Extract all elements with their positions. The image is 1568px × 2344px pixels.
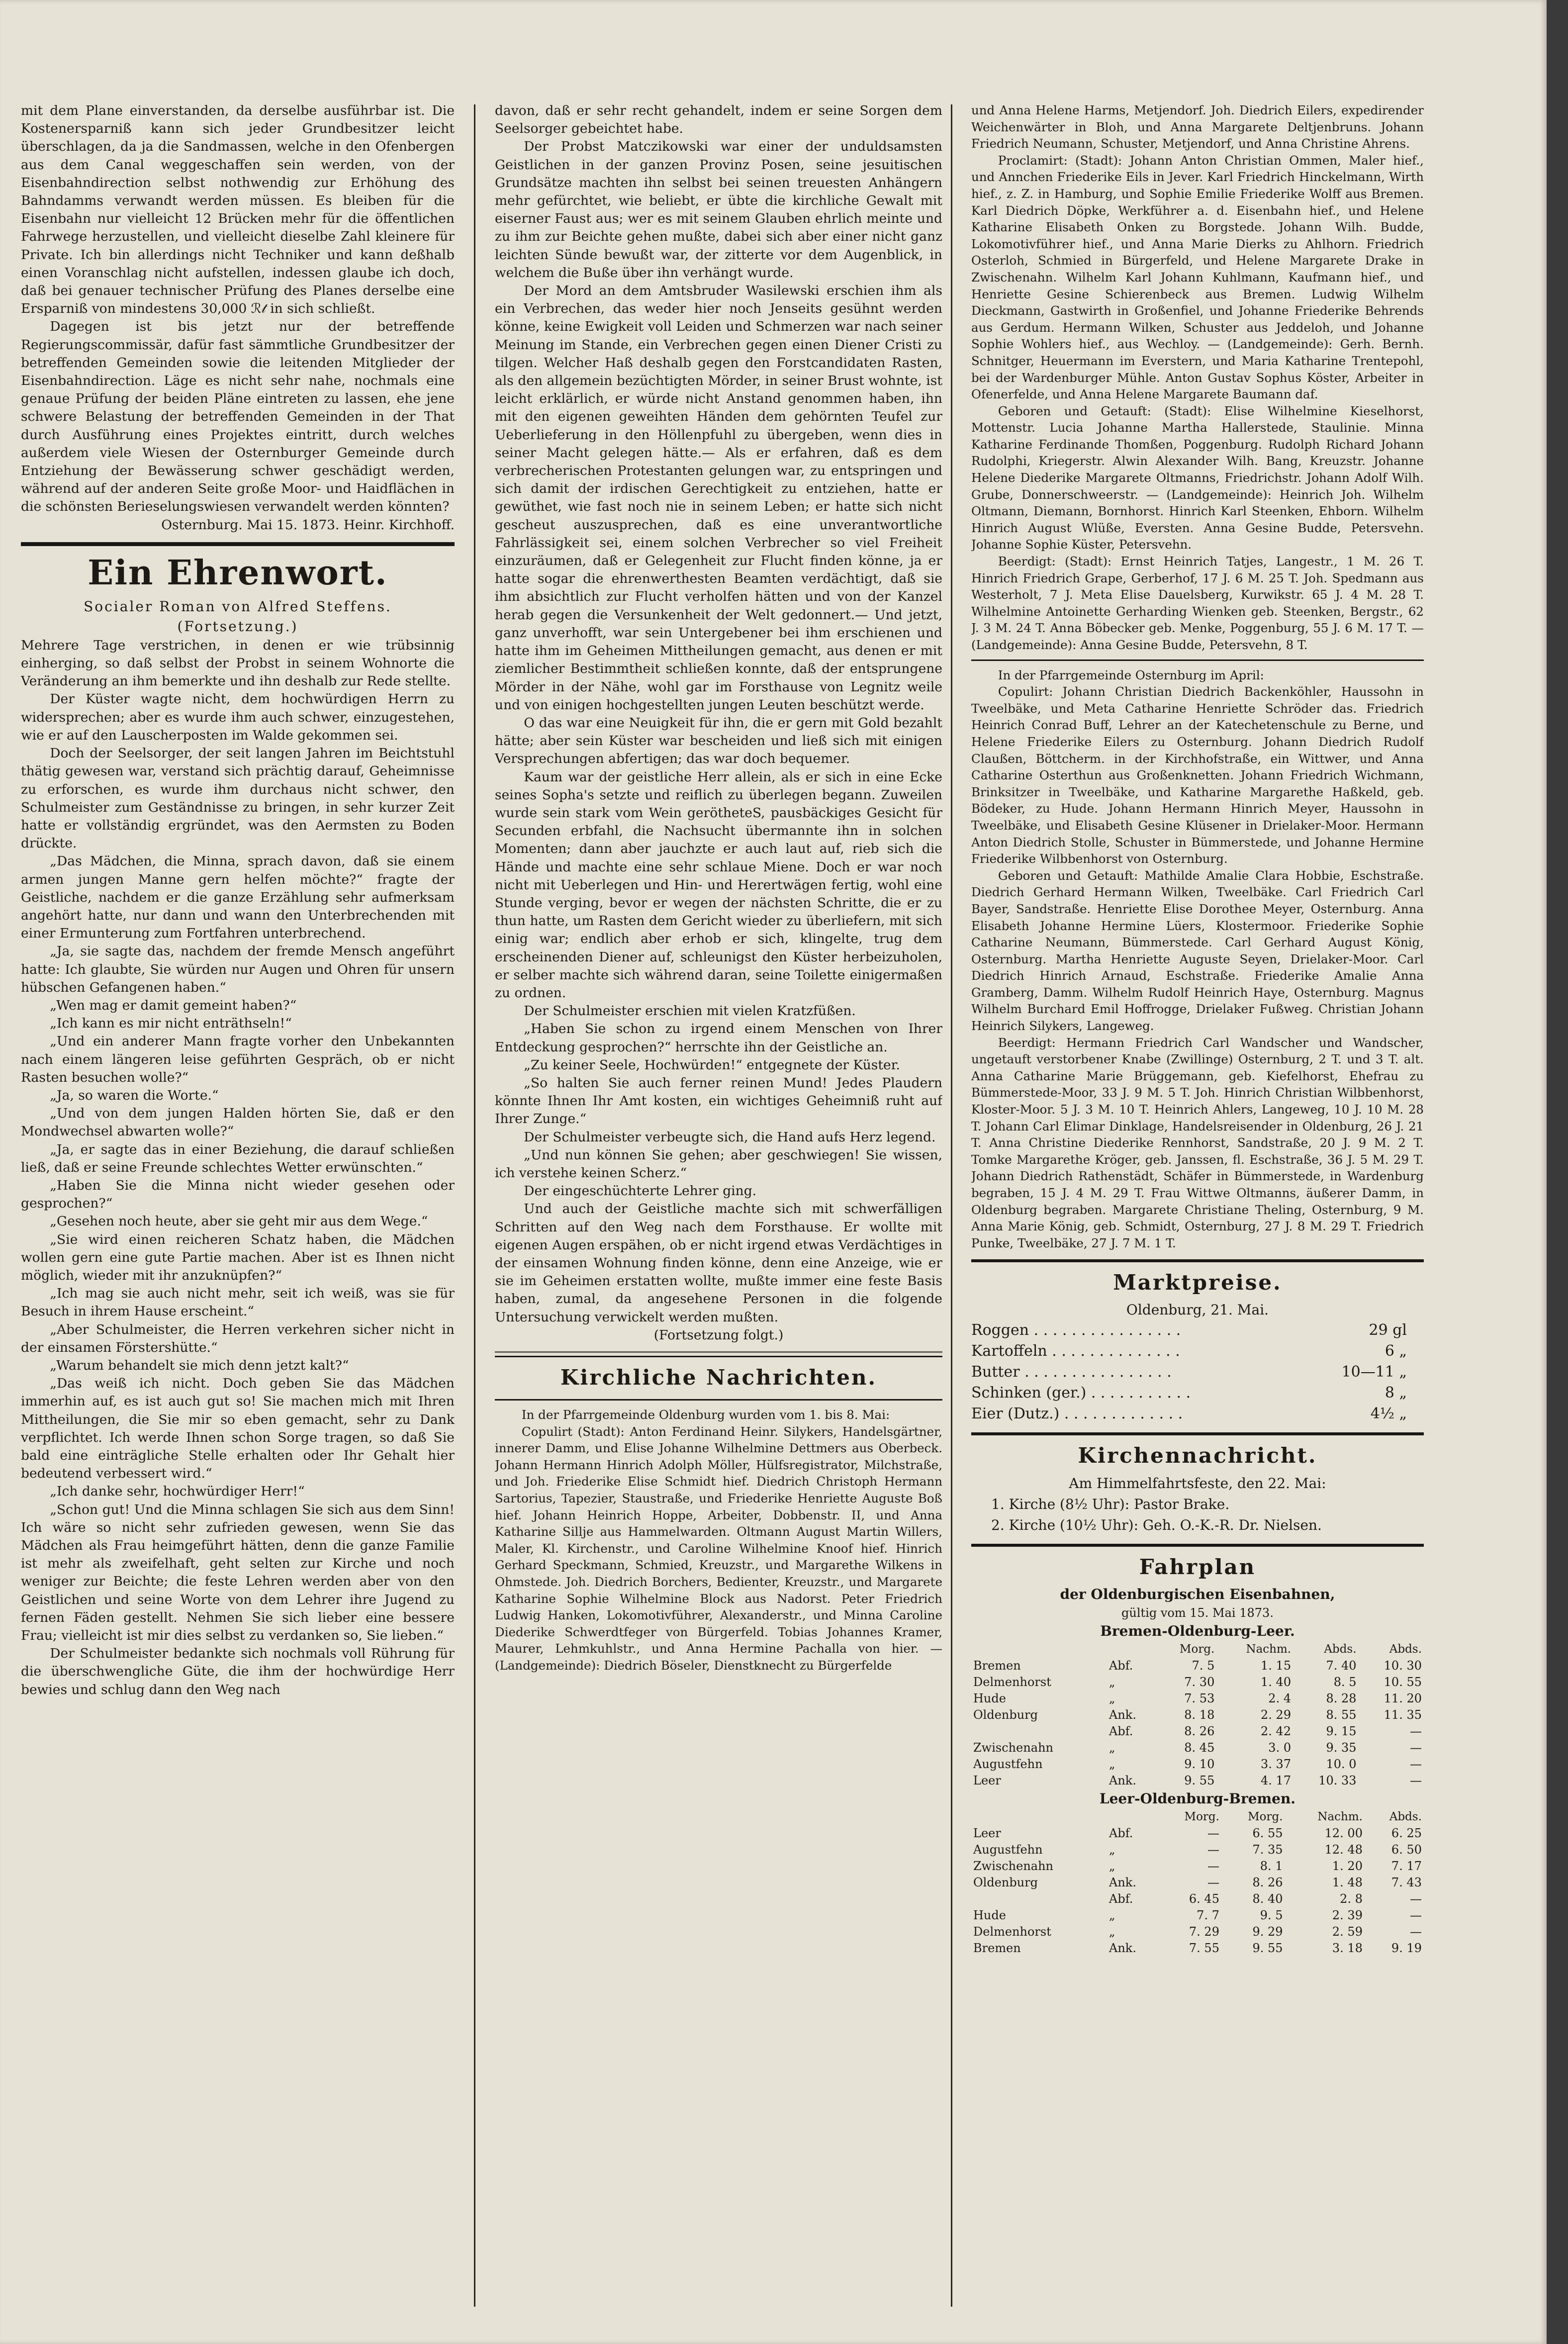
time: —	[1207, 1859, 1219, 1874]
route-1-table	[971, 1641, 1424, 1789]
osternburg-beerdigt: Beerdigt: Hermann Friedrich Carl Wandscher und Wandscher, ungetauft verstorbener Knabe (Zwillinge) Osternburg, 2 T. und 3 T. alt. Anna Catharine Marie Brüggemann, geb. Kiefelhorst, Ehefrau zu Bümmerstede-Moor, 33 J. 9 M. 5 T. Joh. Hinrich Christian Wilbbenhorst, Kloster-Moor. 5 J. 3 M. 10 T. Heinrich Ahlers, Langeweg, 10 J. 10 M. 28 T. Johann Carl Elimar Dinklage, Handelsreisender in Oldenburg, 26 J. 21 T. Anna Christine Diederike Rennhorst, Sandstraße, 20 J. 9 M. 2 T. Tomke Margarethe Kröger, geb. Janssen, fl. Eschstraße, 36 J. 5 M. 29 T. Johann Diedrich Rathenstädt, Schäfer in Bümmerstede, in Wardenburg begraben, 15 J. 4 M. 29 T. Frau Wittwe Oltmanns, äußerer Damm, in Oldenburg begraben. Margarete Christiane Theling, Osternburg, 9 M. Anna Marie König, geb. Schmidt, Osternburg, 27 J. 8 M. 29 T. Friedrich Punke, Tweelbäke, 27 J. 7 M. 1 T.	[971, 1035, 1424, 1250]
station: Zwischenahn	[973, 1859, 1053, 1874]
story-paragraph: „Das Mädchen, die Minna, sprach davon, daß sie einem armen jungen Manne gern helfen möchte?“ fragte der Geistliche, nachdem er die ganze Erzählung sehr aufmerksam angehört hatte, nur dann und wann den Unterbrechenden mit einer Ermunterung zum Fortfahren unterbrechend.	[21, 853, 455, 941]
price-row	[971, 1341, 1424, 1362]
column-rule-2	[951, 104, 952, 2307]
route-1-header	[971, 1641, 1424, 1658]
station: Oldenburg	[973, 1708, 1038, 1722]
timetable-row	[971, 1674, 1424, 1690]
column-3	[971, 102, 1424, 2317]
letter-paragraph-1: mit dem Plane einverstanden, da derselbe ausführbar ist. Die Kostenersparniß kann sich jeder Grundbesitzer leicht überschlagen, da ja die Sandmassen, welche in den Ofenbergen aus dem Canal weggeschaffen sein werden, von der Eisenbahndirection selbst nothwendig zur Erhöhung des Bahndamms verwandt werden müssen. Es bleiben für die Eisenbahn nur vielleicht 12 Brücken mehr für die öffentlichen Fahrwege herzustellen, und vielleicht dieselbe Zahl kleinere für Private. Ich bin allerdings nicht Techniker und kann deßhalb einen Voranschlag nicht aufstellen, indessen glaube ich doch, daß bei genauer technischer Prüfung des Planes derselbe eine Ersparniß von mindestens 30,000 ℛ𝓉 in sich schließt.	[21, 103, 455, 317]
story-paragraph: „Ja, er sagte das in einer Beziehung, die darauf schließen ließ, daß er seine Freunde schlechtes Wetter erwünschten.“	[21, 1141, 455, 1175]
time: 8. 28	[1326, 1691, 1357, 1706]
time: 2. 42	[1261, 1724, 1291, 1739]
story-subheadline: Socialer Roman von Alfred Steffens.	[84, 598, 392, 615]
time: 9. 55	[1252, 1941, 1283, 1956]
column-rule-1	[474, 104, 475, 2307]
story-paragraph: Der Mord an dem Amtsbruder Wasilewski erschien ihm als ein Verbrechen, das weder hier noch Jenseits gesühnt werden könne, keine Ewigkeit voll Leiden und Schmerzen war nach seiner Meinung im Stande, ein Verbrechen gegen einen Diener Cristi zu tilgen. Welcher Haß deshalb gegen den Forstcandidaten Rasten, als den allgemein bezüchtigten Mörder, in seiner Brust wohnte, ist leicht erklärlich, er würde nicht Anstand genommen haben, ihn mit den eigenen geweihten Händen dem gehörnten Teufel zur Ueberlieferung in den Höllenpfuhl zu übergeben, wenn dies in seiner Macht gelegen hätte.— Als er erfahren, daß es dem verbrecherischen Protestanten gelungen war, zu entspringen und sich damit der irdischen Gerechtigkeit zu entziehen, hatte er gewüthet, wie fast noch nie in seinem Leben; er hatte sich nicht gescheut auszusprechen, daß es eine unverantwortliche Fahrlässigkeit sei, einem solchen Verbrecher so viel Freiheit einzuräumen, daß er Gelegenheit zur Flucht finden könne, ja er hatte sogar die ehrenwerthesten Beamten verdächtigt, daß sie ihm absichtlich zur Flucht verholfen hätten und von der Kanzel herab gegen die Versunkenheit der Welt gedonnert.— Und jetzt, ganz unverhofft, war sein Untergebener bei ihm erschienen und hatte ihm im Geheimen Mittheilungen gemacht, aus denen er mit ziemlicher Bestimmtheit schließen konnte, daß der entsprungene Mörder in der Nähe, wohl gar im Forsthause von Legnitz weile und von einigen hochgestellten jungen Leuten beschützt werde.	[495, 283, 942, 713]
story-paragraph: „Und von dem jungen Halden hörten Sie, daß er den Mondwechsel abwarten wolle?“	[21, 1106, 455, 1139]
price-value: 8 „	[1384, 1384, 1407, 1402]
story-paragraph: „Ich kann es mir nicht enträthseln!“	[50, 1016, 292, 1031]
section-divider	[495, 1399, 942, 1401]
price-item: Roggen . . . . . . . . . . . . . . . .	[971, 1321, 1181, 1339]
section-divider	[971, 659, 1424, 661]
story-continued-label: (Fortsetzung.)	[177, 618, 298, 635]
timetable-row	[971, 1773, 1424, 1789]
time: 1. 48	[1332, 1875, 1363, 1890]
church-news-continued: und Anna Helene Harms, Metjendorf. Joh. Diedrich Eilers, expedirender Weichenwärter in Bloh, und Anna Margarete Deltjenbruns. Johann Friedrich Neumann, Schuster, Metjendorf, und Anna Christine Ahrens.	[971, 103, 1424, 151]
time: 1. 40	[1261, 1675, 1291, 1689]
price-item: Schinken (ger.) . . . . . . . . . . .	[971, 1384, 1191, 1402]
story-paragraph: „Ja, sie sagte das, nachdem der fremde Mensch angeführt hatte: Ich glaubte, Sie würden nur Augen und Ohren für unsern hübschen Gefangenen haben.“	[21, 943, 455, 995]
story-paragraph: „Und nun können Sie gehen; aber geschwiegen! Sie wissen, ich verstehe keinen Scherz.“	[495, 1147, 942, 1181]
timetable-row	[971, 1875, 1424, 1891]
header-cell: Abds.	[1389, 1643, 1422, 1656]
church-news-intro: In der Pfarrgemeinde Oldenburg wurden vom 1. bis 8. Mai:	[521, 1407, 890, 1422]
time: 7. 35	[1252, 1843, 1283, 1857]
arr-dep: „	[1109, 1691, 1115, 1706]
story-paragraph: „Ich mag sie auch nicht mehr, seit ich weiß, was sie für Besuch in ihrem Hause erscheint.“	[21, 1286, 455, 1319]
section-divider	[971, 1259, 1424, 1262]
time: 9. 19	[1391, 1941, 1422, 1956]
arr-dep: Abf.	[1109, 1724, 1133, 1739]
time: 7. 55	[1189, 1941, 1219, 1956]
time: 9. 29	[1252, 1925, 1283, 1939]
price-value: 6 „	[1384, 1342, 1407, 1360]
time: 8. 5	[1333, 1675, 1357, 1689]
story-paragraph: Der Probst Matczikowski war einer der unduldsamsten Geistlichen in der ganzen Provinz Posen, seine jesuitischen Grundsätze machten ihn selbst bei seinen treuesten Anhängern mehr gefürchtet, wie beliebt, er übte die kirchliche Gewalt mit eiserner Faust aus; wer es mit seinem Glauben ehrlich meinte und zu ihm zur Beichte gehen mußte, dabei sich aber einer nicht ganz leichten Sünde bewußt war, der zitterte vor dem Augenblick, in welchem die Buße über ihn verhängt wurde.	[495, 139, 942, 281]
story-paragraph: O das war eine Neuigkeit für ihn, die er gern mit Gold bezahlt hätte; aber sein Küster war bescheiden und ließ sich mit einigen Versprechungen abfertigen; das war doch bequemer.	[495, 715, 942, 767]
header-cell: Abds.	[1389, 1810, 1422, 1824]
station: Delmenhorst	[973, 1925, 1051, 1939]
station: Bremen	[973, 1941, 1021, 1956]
market-prices-title: Marktpreise.	[1113, 1270, 1282, 1295]
story-paragraph: Doch der Seelsorger, der seit langen Jahren im Beichtstuhl thätig gewesen war, verstand sich prächtig darauf, Geheimnisse zu erforschen, es wurde ihm durchaus nicht schwer, den Schulmeister zum Geständnisse zu bringen, in sehr kurzer Zeit hatte er vollständig ergründet, was den Aermsten zu Boden drückte.	[21, 746, 455, 851]
time: —	[1410, 1741, 1422, 1755]
section-divider	[971, 1432, 1424, 1435]
header-cell	[971, 1809, 1107, 1825]
column-1	[21, 102, 455, 2317]
time: 7. 43	[1391, 1875, 1422, 1890]
section-divider	[21, 542, 455, 546]
arr-dep: Abf.	[1109, 1659, 1133, 1673]
letter-signature: Osternburg. Mai 15. 1873. Heinr. Kirchhoff.	[161, 517, 455, 533]
arr-dep: „	[1109, 1675, 1115, 1689]
time: 9. 10	[1184, 1757, 1215, 1772]
header-cell	[971, 1641, 1107, 1658]
church-news-beerdigt: Beerdigt: (Stadt): Ernst Heinrich Tatjes, Langestr., 1 M. 26 T. Hinrich Friedrich Grape, Gerberhof, 17 J. 6 M. 25 T. Joh. Spedmann aus Westerholt, 7 J. Meta Elise Dauelsberg, Kurwikstr. 65 J. 4 M. 28 T. Wilhelmine Antoinette Gerharding Wienken geb. Steenken, Bergstr., 62 J. 3 M. 24 T. Anna Böbecker geb. Menke, Poggenburg, 55 J. 6 M. 17 T. — (Landgemeinde): Anna Gesine Budde, Petersvehn, 8 T.	[971, 554, 1424, 652]
time: —	[1207, 1875, 1219, 1890]
time: 1. 15	[1261, 1659, 1291, 1673]
time: 6. 55	[1252, 1826, 1283, 1841]
price-value: 29 gl	[1369, 1321, 1407, 1339]
price-value: 4½ „	[1370, 1405, 1407, 1423]
station: Augustfehn	[973, 1757, 1043, 1772]
station: Zwischenahn	[973, 1741, 1053, 1755]
price-item: Eier (Dutz.) . . . . . . . . . . . . .	[971, 1405, 1183, 1423]
story-paragraph: Der Schulmeister verbeugte sich, die Hand aufs Herz legend.	[524, 1129, 936, 1145]
timetable-row	[971, 1723, 1424, 1740]
osternburg-geboren: Geboren und Getauft: Mathilde Amalie Clara Hobbie, Eschstraße. Diedrich Gerhard Hermann Wilken, Tweelbäke. Carl Friedrich Carl Bayer, Sandstraße. Henriette Elise Dorothee Meyer, Osternburg. Anna Elisabeth Johanne Hermine Lüers, Klostermoor. Friederike Sophie Catharine Neumann, Bümmerstede. Carl Gerhard August König, Osternburg. Martha Henriette Auguste Seyen, Drielaker-Moor. Carl Diedrich Hinrich Arnaud, Eschstraße. Friederike Amalie Anna Gramberg, Damm. Wilhelm Rudolf Heinrich Haye, Osternburg. Magnus Wilhelm Burchard Emil Hoffrogge, Drielaker Fußweg. Christian Johann Heinrich Silykers, Langeweg.	[971, 868, 1424, 1033]
time: —	[1207, 1843, 1219, 1857]
time: 8. 55	[1326, 1708, 1357, 1722]
time: 11. 35	[1384, 1708, 1422, 1722]
price-value: 10—11 „	[1341, 1363, 1407, 1381]
price-row	[971, 1404, 1424, 1424]
timetable-row	[971, 1658, 1424, 1674]
time: 7. 53	[1184, 1691, 1215, 1706]
story-paragraph: „Sie wird einen reicheren Schatz haben, die Mädchen wollen gern eine gute Partie machen. Aber ist es Ihnen nicht möglich, wieder mit ihr anzuknüpfen?“	[21, 1231, 455, 1283]
arr-dep: „	[1109, 1925, 1115, 1939]
header-cell: Nachm.	[1246, 1643, 1291, 1656]
station: Leer	[973, 1774, 1001, 1788]
time: 11. 20	[1384, 1691, 1422, 1706]
time: 8. 1	[1260, 1859, 1283, 1874]
timetable-row	[971, 1940, 1424, 1957]
price-row	[971, 1362, 1424, 1383]
church-notice-title: Kirchennachricht.	[1078, 1443, 1317, 1468]
story-body-part-1	[21, 637, 455, 1699]
time: 7. 40	[1326, 1659, 1357, 1673]
price-item: Butter . . . . . . . . . . . . . . . .	[971, 1363, 1172, 1381]
story-paragraph: „Ja, so waren die Worte.“	[50, 1087, 219, 1103]
church-notice-line-1: 1. Kirche (8½ Uhr): Pastor Brake.	[991, 1496, 1230, 1513]
timetable-row	[971, 1858, 1424, 1875]
arr-dep: Ank.	[1109, 1774, 1136, 1788]
story-paragraph: „Und ein anderer Mann fragte vorher den Unbekannten nach einem längeren leise geführten Gespräch, ob er nicht Rasten besuchen wolle?“	[21, 1033, 455, 1085]
time: 2. 39	[1332, 1908, 1363, 1923]
arr-dep: Abf.	[1109, 1826, 1133, 1841]
osternburg-copulirt: Copulirt: Johann Christian Diedrich Backenköhler, Haussohn in Tweelbäke, und Meta Catharine Henriette Schröder das. Friedrich Heinrich Conrad Buff, Lehrer an der Katechetenschule zu Berne, und Helene Friederike Eilers zu Osternburg. Johann Diedrich Rudolf Claußen, Böttcherm. in der Kirchhofstraße, ein Wittwer, und Anna Catharine Osterthun aus Großenknetten. Johann Friedrich Wichmann, Brinksitzer in Tweelbäke, und Katharine Margarethe Haßkeld, geb. Bödeker, zu Hude. Johann Hermann Hinrich Meyer, Haussohn in Tweelbäke, und Elisabeth Gesine Klüsener in Drielaker-Moor. Hermann Anton Diedrich Stolle, Schuster in Bümmerstede, und Johanne Hermine Friederike Wilbbenhorst von Osternburg.	[971, 684, 1424, 866]
time: 8. 45	[1184, 1741, 1215, 1755]
time: —	[1410, 1774, 1422, 1788]
market-prices-date: Oldenburg, 21. Mai.	[1126, 1302, 1269, 1318]
route-1-title: Bremen-Oldenburg-Leer.	[1100, 1623, 1295, 1640]
header-cell: Abds.	[1324, 1643, 1357, 1656]
story-paragraph: „Aber Schulmeister, die Herren verkehren sicher nicht in der einsamen Förstershütte.“	[21, 1321, 455, 1355]
arr-dep: „	[1109, 1908, 1115, 1923]
time: 8. 40	[1252, 1892, 1283, 1906]
time: 9. 35	[1326, 1741, 1357, 1755]
time: 6. 50	[1391, 1843, 1422, 1857]
timetable-row	[971, 1825, 1424, 1842]
timetable-row	[971, 1740, 1424, 1756]
station: Augustfehn	[973, 1843, 1043, 1857]
time: 10. 0	[1326, 1757, 1357, 1772]
time: 4. 17	[1261, 1774, 1291, 1788]
time: —	[1410, 1908, 1422, 1923]
arr-dep: „	[1109, 1741, 1115, 1755]
price-row	[971, 1383, 1424, 1404]
story-paragraph: „Warum behandelt sie mich denn jetzt kalt?“	[50, 1358, 349, 1373]
time: 8. 18	[1184, 1708, 1215, 1722]
route-2-title: Leer-Oldenburg-Bremen.	[1099, 1790, 1296, 1807]
time: 8. 26	[1252, 1875, 1283, 1890]
timetable-row	[971, 1891, 1424, 1907]
station: Hude	[973, 1691, 1006, 1706]
price-row	[971, 1320, 1424, 1341]
church-notice-line-2: 2. Kirche (10½ Uhr): Geh. O.-K.-R. Dr. Nielsen.	[991, 1517, 1322, 1534]
story-paragraph: Der Schulmeister bedankte sich nochmals voll Rührung für die überschwengliche Güte, die ihm der hochwürdige Herr bewies und schlug dann den Weg nach	[21, 1646, 455, 1697]
header-cell: Morg.	[1184, 1810, 1219, 1824]
timetable-title: Fahrplan	[1139, 1555, 1256, 1580]
time: 2. 59	[1332, 1925, 1363, 1939]
church-news-geboren: Geboren und Getauft: (Stadt): Elise Wilhelmine Kieselhorst, Mottenstr. Lucia Johanne Martha Hallerstede, Staulinie. Minna Katharine Ferdinande Thomßen, Poggenburg. Rudolph Richard Johann Rudolphi, Kriegerstr. Alwin Alexander Wilh. Bang, Kreuzstr. Johanne Helene Diederike Margarete Oltmanns, Friedrichstr. Johann Adolf Wilh. Grube, Donnerschweerstr. — (Landgemeinde): Heinrich Joh. Wilhelm Oltmann, Diemann, Bornhorst. Hinrich Karl Steenken, Ehborn. Wilhelm Hinrich August Wlüße, Eversten. Anna Gesine Budde, Petersvehn. Johanne Sophie Küster, Petersvehn.	[971, 403, 1424, 552]
timetable-row	[971, 1907, 1424, 1924]
time: 7. 7	[1197, 1908, 1219, 1923]
arr-dep: „	[1109, 1843, 1115, 1857]
time: —	[1410, 1892, 1422, 1906]
arr-dep: Ank.	[1109, 1941, 1136, 1956]
letter-paragraph-2: Dagegen ist bis jetzt nur der betreffende Regierungscommissär, dafür fast sämmtliche Grundbesitzer der betreffenden Gemeinden sowie die leitenden Mitglieder der Eisenbahndirection. Läge es nicht sehr nahe, nochmals eine genaue Prüfung der beiden Pläne eintreten zu lassen, ehe jene schwere Belastung der betreffenden Gemeinden in der That durch Ausführung eines Projektes eintritt, durch welches außerdem viele Wiesen der Osternburger Gemeinde durch Entziehung der Bewässerung schwer geschädigt werden, während auf der anderen Seite große Moor- und Haidflächen in die schönsten Berieselungswiesen verwandelt werden könnten?	[21, 319, 455, 515]
timetable-subtitle: der Oldenburgischen Eisenbahnen,	[1060, 1586, 1335, 1603]
story-headline: Ein Ehrenwort.	[88, 553, 388, 593]
station: Bremen	[973, 1659, 1021, 1673]
route-2-header	[971, 1809, 1424, 1825]
story-paragraph: „Ich danke sehr, hochwürdiger Herr!“	[50, 1484, 305, 1500]
time: 2. 8	[1340, 1892, 1363, 1906]
arr-dep: Ank.	[1109, 1875, 1136, 1890]
time: 7. 17	[1391, 1859, 1422, 1874]
time: 9. 15	[1326, 1724, 1357, 1739]
time: 7. 30	[1184, 1675, 1215, 1689]
header-cell: Nachm.	[1317, 1810, 1363, 1824]
time: 3. 37	[1261, 1757, 1291, 1772]
time: 3. 0	[1268, 1741, 1291, 1755]
time: —	[1410, 1925, 1422, 1939]
timetable-row	[971, 1690, 1424, 1707]
station: Hude	[973, 1908, 1006, 1923]
time: —	[1207, 1826, 1219, 1841]
section-divider	[971, 1544, 1424, 1547]
time: 6. 25	[1391, 1826, 1422, 1841]
header-cell	[1107, 1809, 1158, 1825]
time: 1. 20	[1332, 1859, 1363, 1874]
story-paragraph: Kaum war der geistliche Herr allein, als er sich in eine Ecke seines Sopha's setzte und reiflich zu überlegen begann. Zuweilen wurde sein stark vom Wein gerötheteS, pausbäckiges Gesicht für Secunden erbfahl, die Nachsucht übermannte ihn in solchen Momenten; dann aber jauchzte er auch laut auf, rieb sich die Hände und machte eine sehr schlaue Miene. Doch er war noch nicht mit Ueberlegen und Hin- und Herertwägen fertig, wohl eine Stunde verging, bevor er wegen der nächsten Schritte, die er zu thun hatte, um Rasten dem Gericht wieder zu überliefern, mit sich einig war; endlich aber erhob er sich, klingelte, trug dem erscheinenden Diener auf, schleunigst den Küster herbeizuholen, er selber machte sich während daran, seine Toilette einigermaßen zu ordnen.	[495, 769, 942, 1001]
timetable-row	[971, 1756, 1424, 1773]
story-paragraph: Der Schulmeister erschien mit vielen Kratzfüßen.	[524, 1003, 856, 1019]
station	[971, 1891, 1107, 1907]
section-divider	[495, 1351, 942, 1357]
market-prices-table	[971, 1320, 1424, 1424]
timetable-row	[971, 1842, 1424, 1858]
header-cell	[1107, 1641, 1156, 1658]
story-paragraph: Mehrere Tage verstrichen, in denen er wie trübsinnig einherging, so daß selbst der Probst in seinem Wohnorte die Veränderung an ihm bemerkte und ihn deshalb zur Rede stellte.	[21, 637, 455, 689]
time: 2. 29	[1261, 1708, 1291, 1722]
church-news-copulirt: Copulirt (Stadt): Anton Ferdinand Heinr. Silykers, Handelsgärtner, innerer Damm, und Elise Johanne Wilhelmine Dettmers aus Oberbeck. Johann Hermann Hinrich Adolph Möller, Hülfsregistrator, Milchstraße, und Joh. Friederike Elise Schmidt hief. Diedrich Christoph Hermann Sartorius, Tapezier, Staustraße, und Friederike Henriette Auguste Boß hief. Johann Heinrich Hoppe, Arbeiter, Dobbenstr. II, und Anna Katharine Sillje aus Hammelwarden. Oltmann August Martin Willers, Maler, Kl. Kirchenstr., und Caroline Wilhelmine Knoof hief. Hinrich Gerhard Speckmann, Schmied, Kreuzstr., und Margarethe Wilkens in Ohmstede. Joh. Diedrich Borchers, Bedienter, Kreuzstr., und Margarete Katharine Sophie Wilhelmine Block aus Nadorst. Peter Friedrich Ludwig Hanken, Lokomotivführer, Alexanderstr., und Minna Caroline Diederike Schwerdtfeger von Bürgerfeld. Tobias Johannes Kramer, Maurer, Lehmkuhlstr., und Anna Hermine Pachalla von hier. — (Landgemeinde): Diedrich Böseler, Dienstknecht zu Bürgerfelde	[495, 1424, 942, 1673]
time: 3. 18	[1332, 1941, 1363, 1956]
story-paragraph: Und auch der Geistliche machte sich mit schwerfälligen Schritten auf den Weg nach dem Forsthause. Er wollte mit eigenen Augen erspähen, ob er nicht irgend etwas Verdächtiges in der einsamen Wohnung finden könne, denn eine Anzeige, wie er sie im Geheimen erstatten wollte, mußte immer eine feste Basis haben, zumal, da angesehene Personen in die folgende Untersuchung verwickelt werden mußten.	[495, 1201, 942, 1325]
story-paragraph: „Gesehen noch heute, aber sie geht mir aus dem Wege.“	[50, 1214, 428, 1229]
time: 9. 55	[1184, 1774, 1215, 1788]
story-paragraph: „Schon gut! Und die Minna schlagen Sie sich aus dem Sinn! Ich wäre so nicht sehr zufrieden gewesen, wenn Sie das Mädchen als Frau heimgeführt hätten, denn die ganze Familie ist mehr als zweifelhaft, geht selten zur Kirche und noch weniger zur Beichte; die feste Lehren werden aber von den Geistlichen und seine Worte von dem Lehrer ihre Jugend zu fernen Fäden gestellt. Nehmen Sie sich lieber eine bessere Frau; vielleicht ist mir dies selbst zu verdanken so, Sie lieben.“	[21, 1501, 455, 1644]
station	[971, 1723, 1107, 1740]
time: 10. 33	[1318, 1774, 1357, 1788]
story-paragraph: „Haben Sie die Minna nicht wieder gesehen oder gesprochen?“	[21, 1177, 455, 1212]
header-cell: Morg.	[1248, 1810, 1283, 1824]
time: —	[1410, 1724, 1422, 1739]
story-paragraph: „Haben Sie schon zu irgend einem Menschen von Ihrer Entdeckung gesprochen?“ herrschte ihn der Geistliche an.	[495, 1021, 942, 1055]
church-notice-intro: Am Himmelfahrtsfeste, den 22. Mai:	[1069, 1475, 1326, 1492]
story-to-be-continued: (Fortsetzung folgt.)	[653, 1327, 784, 1343]
arr-dep: „	[1109, 1757, 1115, 1772]
time: 8. 26	[1184, 1724, 1215, 1739]
column-2	[495, 102, 942, 2317]
station: Leer	[973, 1826, 1001, 1841]
time: 7. 29	[1189, 1925, 1219, 1939]
arr-dep: Abf.	[1109, 1892, 1133, 1906]
story-paragraph: „Das weiß ich nicht. Doch geben Sie das Mädchen immerhin auf, es ist auch gut so! Sie machen mich mit Ihren Mittheilungen, die Sie mir so eben gemacht, sehr zu Dank verpflichtet. Ich werde Ihnen schon Sorge tragen, so daß Sie bald eine einträgliche Stelle erhalten oder Ihr Gehalt hier bedeutend verbessert wird.“	[21, 1376, 455, 1482]
scan-edge	[1547, 0, 1568, 2344]
time: 10. 55	[1384, 1675, 1422, 1689]
timetable-valid: gültig vom 15. Mai 1873.	[1121, 1606, 1274, 1620]
church-news-title: Kirchliche Nachrichten.	[560, 1365, 877, 1390]
story-paragraph: „So halten Sie auch ferner reinen Mund! Jedes Plaudern könnte Ihnen Ihr Amt kosten, ein wichtiges Geheimniß ruht auf Ihrer Zunge.“	[495, 1075, 942, 1127]
route-2-table	[971, 1809, 1424, 1957]
header-cell: Morg.	[1179, 1643, 1215, 1656]
price-item: Kartoffeln . . . . . . . . . . . . . .	[971, 1342, 1180, 1360]
time: 12. 00	[1324, 1826, 1363, 1841]
time: 12. 48	[1324, 1843, 1363, 1857]
story-paragraph: davon, daß er sehr recht gehandelt, indem er seine Sorgen dem Seelsorger gebeichtet habe.	[495, 103, 942, 137]
story-paragraph: Der eingeschüchterte Lehrer ging.	[524, 1183, 757, 1199]
story-paragraph: Der Küster wagte nicht, dem hochwürdigen Herrn zu widersprechen; aber es wurde ihm auch schwer, einzugestehen, wie er auf den Lauscherposten im Walde gekommen sei.	[21, 691, 455, 743]
time: 7. 5	[1192, 1659, 1215, 1673]
arr-dep: „	[1109, 1859, 1115, 1874]
arr-dep: Ank.	[1109, 1708, 1136, 1722]
time: 10. 30	[1384, 1659, 1422, 1673]
timetable-row	[971, 1707, 1424, 1723]
time: 6. 45	[1189, 1892, 1219, 1906]
church-news-proclamirt: Proclamirt: (Stadt): Johann Anton Christian Ommen, Maler hief., und Annchen Friederike Eils in Jever. Karl Friedrich Hinckelmann, Wirth hief., z. Z. in Hamburg, und Sophie Emilie Friederike Wolff aus Bremen. Karl Diedrich Döpke, Werkführer a. d. Eisenbahn hief., und Helene Katharine Elisabeth Onken zu Borgstede. Johann Wilh. Budde, Lokomotivführer hief., und Anna Marie Dierks zu Ahlhorn. Friedrich Osterloh, Schmied in Bürgerfeld, und Helene Margarete Drake in Zwischenahn. Wilhelm Karl Johann Kuhlmann, Kaufmann hief., und Henriette Gesine Schierenbeck aus Bremen. Ludwig Wilhelm Dieckmann, Gastwirth in Großenfiel, und Johanne Friederike Behrends aus Gerdum. Hermann Wilken, Schuster aus Jeddeloh, und Johanne Sophie Wohlers hief., aus Wechloy. — (Landgemeinde): Gerh. Bernh. Schnitger, Heuermann im Everstern, und Maria Katharine Trentepohl, bei der Wardenburger Mühle. Anton Gustav Sophus Köster, Arbeiter in Ofenerfelde, und Anna Helene Margarete Baumann daf.	[971, 153, 1424, 402]
time: —	[1410, 1757, 1422, 1772]
story-paragraph: „Zu keiner Seele, Hochwürden!“ entgegnete der Küster.	[524, 1057, 900, 1073]
osternburg-intro: In der Pfarrgemeinde Osternburg im April:	[998, 667, 1264, 682]
story-paragraph: „Wen mag er damit gemeint haben?“	[50, 997, 297, 1013]
station: Oldenburg	[973, 1875, 1038, 1890]
station: Delmenhorst	[973, 1675, 1051, 1689]
timetable-row	[971, 1924, 1424, 1940]
time: 9. 5	[1260, 1908, 1283, 1923]
time: 2. 4	[1268, 1691, 1291, 1706]
